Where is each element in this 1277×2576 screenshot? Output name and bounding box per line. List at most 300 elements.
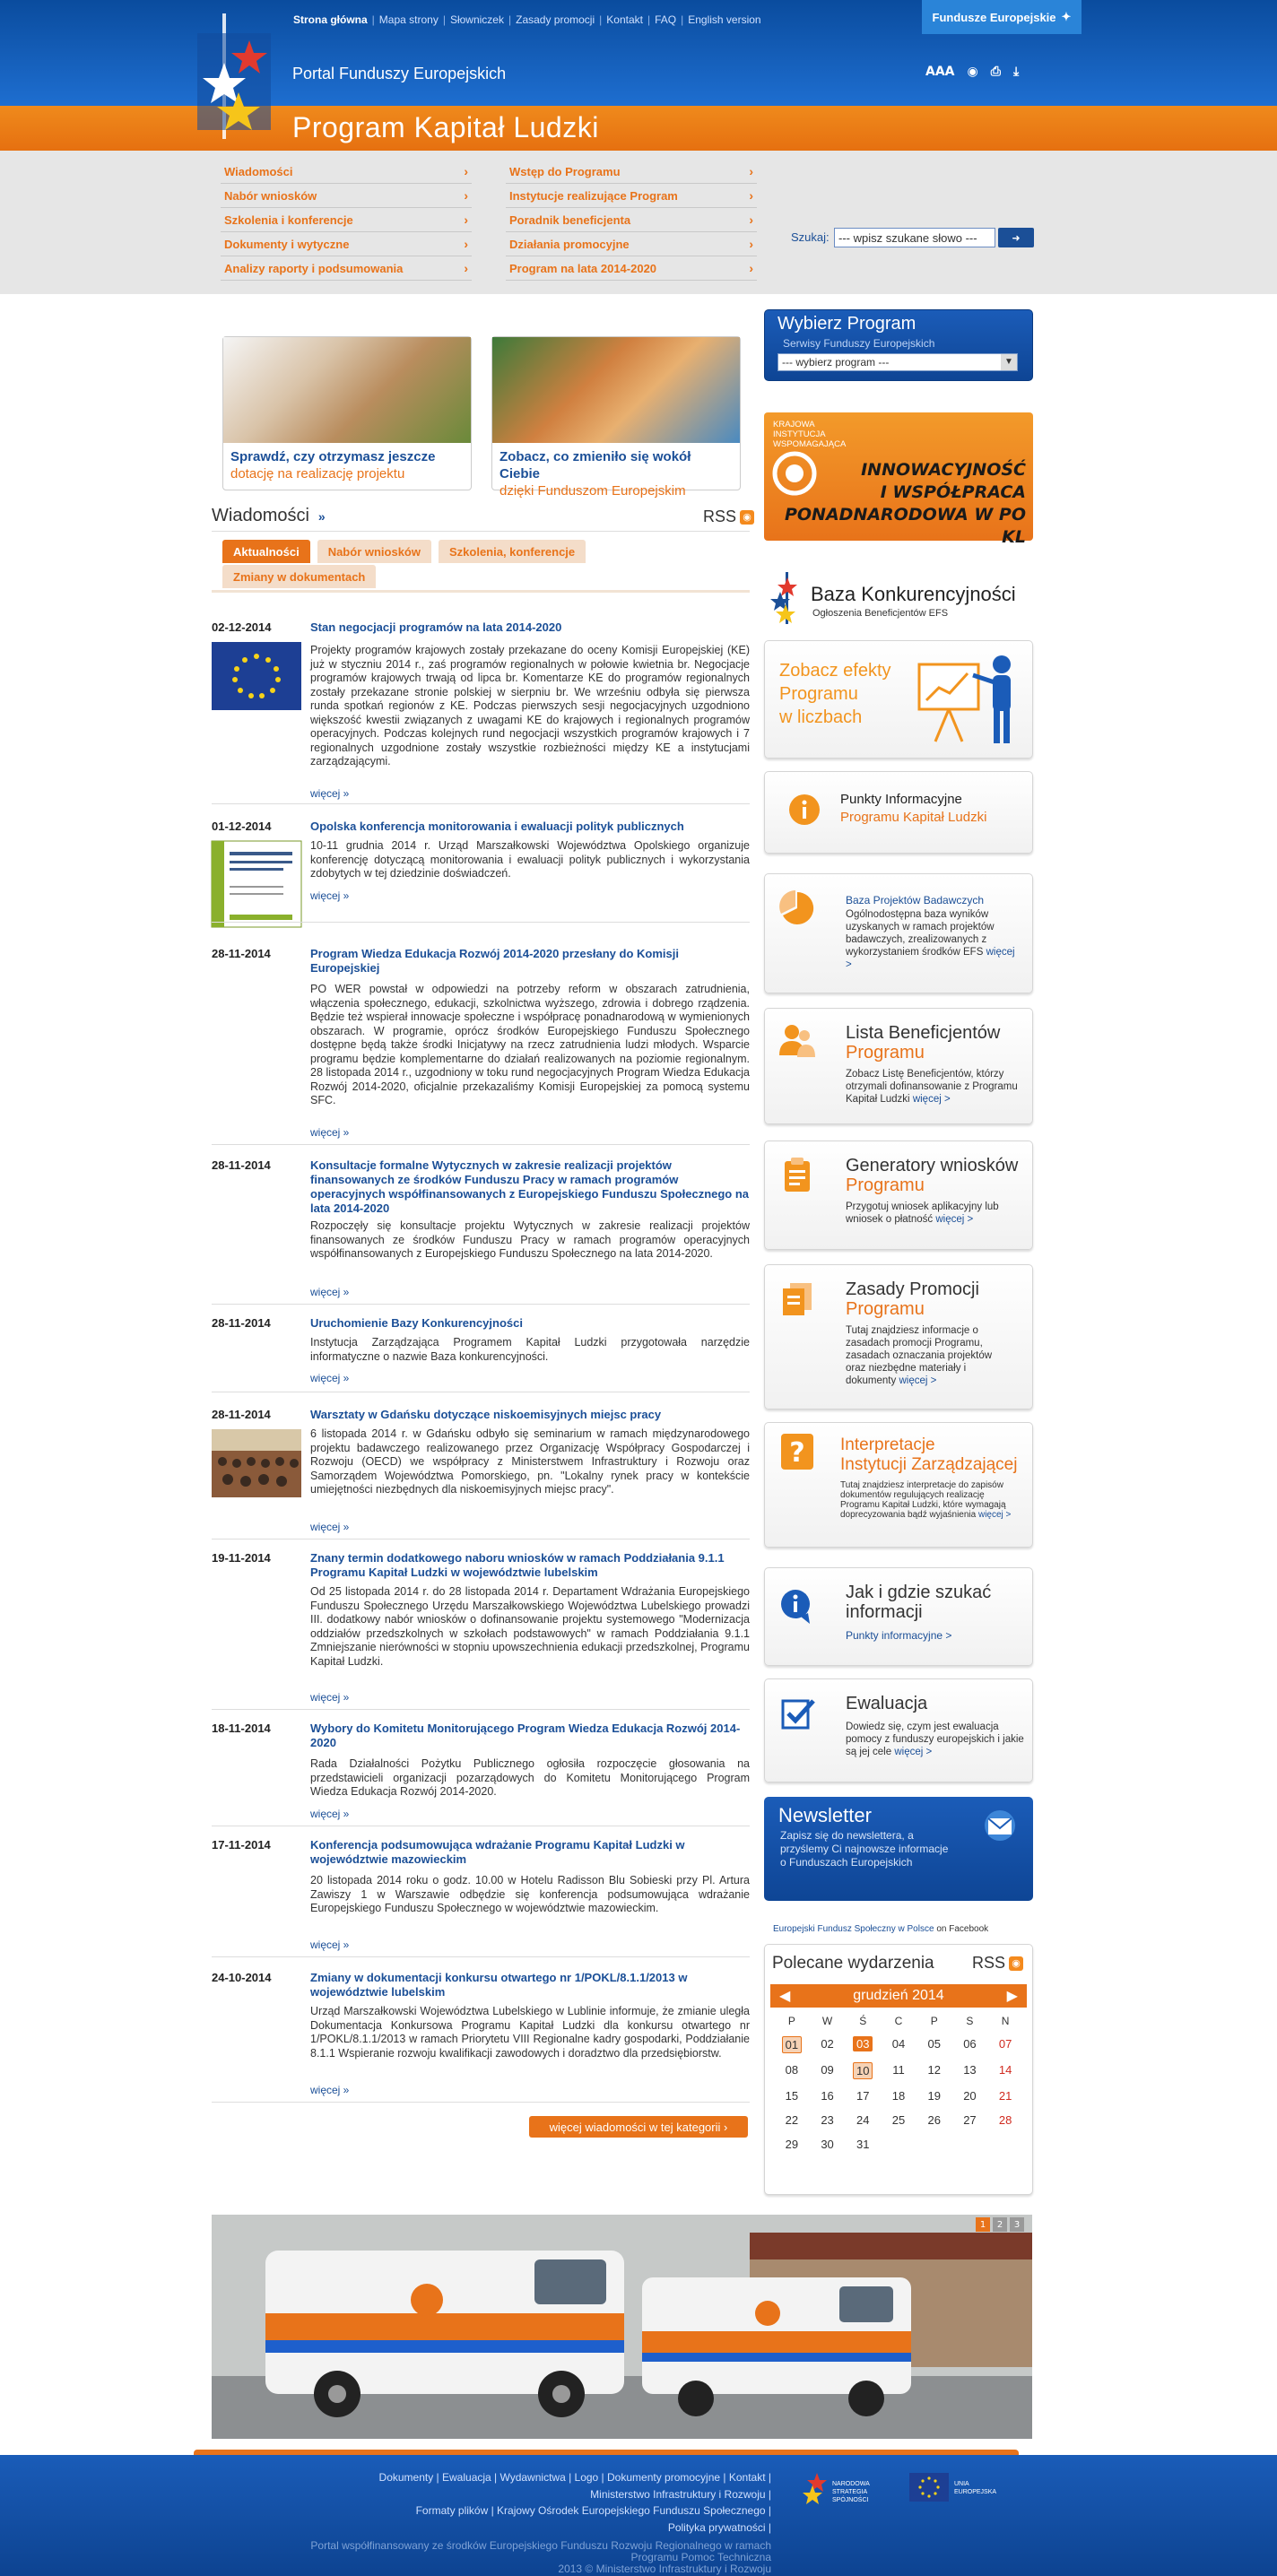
news-body: Od 25 listopada 2014 r. do 28 listopada 2014 r. Departament Wdrażania Europejskiego Funduszu Społecznego Urzędu Marszałkowskiego Województwa Lubelskiego prowadzi III. dodatkowy nabór wniosków o dofinansowanie projektu systemowego "Modernizacja oddziałów przedszkolnych w szkołach podstawowych" w ramach Poddziałania 9.1.1 Zmniejszanie nierówności w stopniu upowszechnienia edukacji przedszkolnej, Programu Kapitał Ludzki. [310,1585,750,1668]
calendar-day-number: 15 [785,2089,799,2103]
calendar-day[interactable] [916,2088,952,2103]
kiw-line: KRAJOWA [773,420,815,429]
rss-label: RSS [971,1954,1005,1972]
program-banner [0,106,1277,151]
calendar-day [881,2137,916,2152]
divider [212,1539,750,1540]
baza-logo-icon [768,572,798,624]
kiw-label [773,420,846,449]
slider-page-2[interactable]: 2 [993,2217,1007,2232]
ewaluacja-box[interactable] [764,1678,1033,1782]
lista-more-link[interactable]: więcej > [912,1094,951,1105]
calendar-day[interactable] [881,2036,916,2053]
top-nav-sitemap[interactable]: Mapa strony [378,13,439,26]
search-submit-button[interactable] [998,228,1034,247]
program-title: Program Kapitał Ludzki [292,111,599,143]
divider [212,1304,750,1305]
nav-label: Nabór wniosków [224,188,317,203]
calendar-day-number: 03 [853,2036,873,2051]
more-news-button[interactable]: więcej wiadomości w tej kategorii › [529,2116,748,2138]
calendar-day-number: 29 [785,2138,799,2151]
calendar-day[interactable] [952,2036,988,2053]
interp-desc-text: Tutaj znajdziesz interpretacje do zapisów dokumentów regulujących realizację Programu Kapitał Ludzki, które wymagają doprecyzowania bądź wyjaśnienia [840,1480,1006,1520]
news-more-link[interactable]: więcej » [310,1126,350,1139]
calendar-day [987,2137,1023,2152]
calendar-day-number [995,2146,1015,2147]
calendar-weekday: W [821,2015,833,2027]
star-icon: ✦ [1061,10,1072,23]
calendar-day-number: 02 [821,2037,834,2051]
calendar-day-number: 21 [998,2089,1012,2103]
users-icon [777,1021,817,1061]
generatory-wnioskow-box[interactable] [764,1141,1033,1250]
calendar-day[interactable] [952,2112,988,2128]
calendar-day[interactable] [987,2088,1023,2103]
news-title[interactable]: Warsztaty w Gdańsku dotyczące niskoemisyjnych miejsc pracy [310,1408,662,1421]
news-title[interactable]: Wybory do Komitetu Monitorującego Program Wiedza Edukacja Rozwój 2014-2020 [310,1722,741,1749]
wybierz-title: Wybierz Program [777,314,916,334]
nss-logo[interactable] [804,2471,902,2507]
calendar-day[interactable] [845,2062,881,2079]
chevron-right-icon: › [749,188,753,203]
info-icon [788,794,821,826]
calendar-day-number: 01 [782,2036,802,2053]
news-title[interactable]: Zmiany w dokumentacji konkursu otwartego nr 1/POKL/8.1.1/2013 w województwie lubelskim [310,1971,688,1999]
news-body: 20 listopada 2014 roku o godz. 10.00 w Hotelu Radisson Blu Sobieski przy Pl. Artura Zawiszy 1 w Warszawie odbędzie się konferencja podsumowująca wdrażanie Europejskiego Funduszu Społecznego w województwie mazowieckim. [310,1874,750,1914]
ewal-title: Ewaluacja [846,1694,928,1713]
divider [212,1144,750,1145]
bpb-title: Baza Projektów Badawczych [846,894,985,906]
top-nav-home[interactable]: Strona główna [293,13,368,26]
punkty-line1: Punkty Informacyjne [840,792,962,807]
chevron-right-icon: › [464,164,468,178]
calendar-weekday: N [1001,2015,1010,2027]
news-more-link[interactable]: więcej » [310,1808,350,1820]
calendar-day[interactable] [881,2112,916,2128]
nav-wiadomosci[interactable] [221,160,472,184]
calendar-day-number: 06 [963,2037,977,2051]
nav-label: Wstęp do Programu [509,164,621,178]
calendar-day[interactable] [774,2137,810,2152]
chevron-right-icon: › [749,237,753,251]
tab-zmiany[interactable]: Zmiany w dokumentach [222,565,376,588]
gen-subtitle: Programu [846,1175,925,1195]
news-body: 10-11 grudnia 2014 r. Urząd Marszałkowski Województwa Opolskiego organizuje konferencję dotyczącą monitorowania i ewaluacji polityk publicznych i wykorzystania zdobytych w tej dziedzinie doświadczeń. [310,839,750,880]
promo-line2: dotację na realizację projektu [230,466,405,481]
footer-link-line[interactable]: Ministerstwo Infrastruktury i Rozwoju | [590,2487,771,2501]
news-more-link[interactable]: więcej » [310,787,350,800]
news-date: 28-11-2014 [212,1408,271,1421]
chevron-right-icon: › [464,188,468,203]
news-more-link[interactable]: więcej » [310,1372,350,1384]
font-size-toggle[interactable]: AAA [925,65,955,79]
news-body: Urząd Marszałkowski Województwa Lubelskiego w Lublinie informuje, że zmianie uległa Dokumentacja Konkursowa Programu Kapitał Ludzki dla konkursu otwartego nr 1/POKL/8.1.1/2013 w ramach Priorytetu VIII Regionalne kadry gospodarki, Poddziałanie 8.1.1 Wspieranie rozwoju kwalifikacji zawodowych i doradztwo dla przedsiębiorstw. [310,2005,750,2060]
calendar-day-number: 20 [963,2089,977,2103]
chevron-right-icon: › [749,261,753,275]
ambulance-photo [212,2215,1032,2439]
top-nav-promo-rules[interactable]: Zasady promocji [516,13,595,26]
calendar-day[interactable] [845,2112,881,2128]
question-icon [777,1432,817,1471]
calendar-day-number: 24 [856,2113,870,2127]
kiw-slogan-line: I WSPÓŁPRACA [880,482,1026,502]
tab-aktualnosci[interactable]: Aktualności [222,540,310,563]
calendar-day[interactable] [881,2062,916,2079]
nav-analizy[interactable] [221,256,472,281]
calendar-day[interactable] [987,2062,1023,2079]
arrow-right-icon: ➜ [1012,231,1021,244]
jak-title: Jak i gdzie szukać [846,1583,992,1602]
calendar-day[interactable] [916,2036,952,2053]
nav-label: Wiadomości [224,164,293,178]
wybierz-program-box [764,309,1033,381]
tab-szkolenia[interactable]: Szkolenia, konferencje [439,540,586,563]
gen-title: Generatory wniosków [846,1156,1019,1175]
news-body: Rada Działalności Pożytku Publicznego ogłosiła rozpoczęcie głosowania na przedstawicieli organizacji pozarządowych do Komitetu Monitorującego Program Wiedza Edukacja Rozwój 2014-2020. [310,1757,750,1798]
news-date: 28-11-2014 [212,1158,271,1172]
news-date: 02-12-2014 [212,620,272,634]
calendar-day[interactable] [810,2036,846,2053]
calendar-day-number: 11 [892,2063,905,2077]
chevron-right-icon: › [464,212,468,227]
next-month-icon[interactable]: ▶ [1006,1989,1018,2004]
calendar-weekday: C [894,2015,903,2027]
contrast-eye-icon[interactable]: ◉ [967,65,978,79]
news-title[interactable]: Uruchomienie Bazy Konkurencyjności [310,1316,523,1330]
top-nav-glossary[interactable]: Słowniczek [449,13,504,26]
nav-label: Działania promocyjne [509,237,630,251]
interpretacje-box[interactable] [764,1422,1033,1548]
calendar-title: Polecane wydarzenia [772,1954,934,1973]
zasady-title: Zasady Promocji [846,1279,979,1299]
zasady-desc-text: Tutaj znajdziesz informacje o zasadach promocji Programu, zasadach oznaczania projektów oraz niezbędne materiały i dokumenty [846,1325,993,1386]
news-more-link[interactable]: więcej » [310,2084,350,2096]
gen-desc [846,1201,1025,1226]
promo-zmiany[interactable] [491,336,741,499]
facebook-link[interactable]: Europejski Fundusz Społeczny w Polsce [773,1924,934,1934]
nav-label: Dokumenty i wytyczne [224,237,350,251]
news-heading-label: Wiadomości [212,506,309,525]
promo-line1: Zobacz, co zmieniło się wokół Ciebie [500,449,691,481]
calendar-grid [770,2008,1027,2159]
calendar-day[interactable] [952,2062,988,2079]
news-item [212,1722,750,1829]
news-title[interactable]: Konferencja podsumowująca wdrażanie Programu Kapitał Ludzki w województwie mazowieckim [310,1838,685,1866]
top-nav-faq[interactable]: FAQ [655,13,677,26]
facebook-line [773,1924,988,1934]
jak-szukac-box[interactable] [764,1567,1033,1666]
calendar-day [916,2137,952,2152]
efekty-text [779,659,891,729]
kiw-line: WSPOMAGAJĄCA [773,439,847,449]
calendar-day-number: 04 [891,2037,906,2051]
logo-stars-icon[interactable] [197,13,278,139]
nav-label: Analizy raporty i podsumowania [224,261,404,275]
fund-tab-label: Fundusze Europejskie [932,10,1056,24]
divider [212,531,750,532]
ue-logo[interactable] [909,2473,1008,2505]
nav-dokumenty[interactable] [221,232,472,256]
calendar-month: grudzień 2014 [853,1988,944,2003]
gen-desc-text: Przygotuj wniosek aplikacyjny lub wniosek o płatność [846,1201,999,1225]
calendar-day[interactable] [987,2036,1023,2053]
calendar-weekday: P [930,2015,938,2027]
ewal-more-link[interactable]: więcej > [894,1747,933,1757]
footer-link-line[interactable]: Formaty plików | Krajowy Ośrodek Europejskiego Funduszu Społecznego | [415,2504,771,2517]
divider [212,1709,750,1710]
baza-subtitle: Ogłoszenia Beneficjentów EFS [812,608,949,619]
calendar-day[interactable] [810,2137,846,2152]
calendar-day[interactable] [845,2036,881,2053]
interp-title: Interpretacje [840,1435,935,1454]
news-body: 6 listopada 2014 r. w Gdańsku odbyło się seminarium w ramach międzynarodowego projektu badawczego realizowanego przez Organizację Współpracy Gospodarczej i Rozwoju (OECD) we współpracy z Ministerstwem Infrastruktury i Rozwoju oraz Samorządem Województwa Pomorskiego, pn. "Lokalny rynek pracy w kontekście umiejętności niezbędnych dla niskoemisyjnych miejsc pracy". [310,1427,750,1496]
print-icon[interactable]: ⎙ [990,65,1001,79]
calendar-day[interactable] [810,2112,846,2128]
news-more-link[interactable]: więcej » [310,1521,350,1533]
footer-links [224,2469,771,2536]
calendar-day[interactable] [952,2088,988,2103]
kiw-slogan-line: INNOWACYJNOŚĆ [861,460,1026,480]
calendar-day[interactable] [916,2112,952,2128]
newsletter-title: Newsletter [778,1804,872,1826]
punkty-informacyjne-box[interactable] [764,771,1033,854]
news-heading[interactable] [212,506,326,526]
footer-note-line: Programu Pomoc Techniczna [630,2551,771,2563]
news-tabs-row1 [222,540,586,563]
kiw-banner[interactable] [764,412,1033,547]
news-date: 28-11-2014 [212,1316,271,1330]
calendar-weekday: Ś [859,2015,867,2027]
news-item [212,1408,750,1542]
news-item [212,1838,750,1964]
lista-desc-text: Zobacz Listę Beneficjentów, którzy otrzymali dofinansowanie z Programu Kapitał Ludzki [846,1069,1018,1105]
calendar-day-number: 09 [821,2063,834,2077]
calendar-day-number: 07 [998,2037,1012,2051]
news-title[interactable]: Program Wiedza Edukacja Rozwój 2014-2020 przesłany do Komisji Europejskiej [310,947,679,975]
calendar-day-number: 27 [963,2113,977,2127]
calendar-day-number: 17 [856,2089,870,2103]
lista-desc [846,1068,1025,1106]
news-item [212,620,750,809]
nav-label: Program na lata 2014-2020 [509,261,657,275]
nss-line: STRATEGIA SPÓJNOŚCI [832,2489,869,2503]
promo-line2: dzięki Funduszom Europejskim [500,483,686,499]
download-icon[interactable]: ⤓ [1012,65,1020,79]
eu-flag-icon [909,2473,949,2502]
envelope-icon [981,1809,1019,1842]
gen-more-link[interactable]: więcej > [935,1214,974,1225]
wybierz-subtitle: Serwisy Funduszy Europejskich [783,337,935,350]
newsletter-box[interactable] [764,1797,1033,1901]
calendar-day-number: 22 [785,2113,799,2127]
calendar-day[interactable] [774,2088,810,2103]
nss-text [832,2480,902,2504]
calendar-day-number: 18 [891,2089,906,2103]
rss-icon: ◉ [1009,1956,1023,1971]
efekty-line: Programu [779,684,858,704]
jak-subtitle: informacji [846,1602,923,1622]
news-title[interactable]: Stan negocjacji programów na lata 2014-2020 [310,620,562,634]
calendar-box [764,1944,1033,2195]
nav-szkolenia[interactable] [221,208,472,232]
calendar-day[interactable] [774,2036,810,2053]
jak-link[interactable]: Punkty informacyjne > [846,1629,952,1642]
calendar-day-number: 28 [998,2113,1012,2127]
tabs-underline [212,590,750,593]
promo-line1: Sprawdź, czy otrzymasz jeszcze [230,449,436,464]
bpb-desc [846,908,1021,971]
calendar-day[interactable] [881,2088,916,2103]
top-nav-english[interactable]: English version [688,13,761,26]
zasady-desc [846,1324,1005,1387]
nav-dzialania[interactable] [506,232,757,256]
nav-label: Poradnik beneficjenta [509,212,631,227]
nav-program-2014[interactable] [506,256,757,281]
news-more-link[interactable]: więcej » [310,889,350,902]
news-date: 19-11-2014 [212,1551,271,1565]
calendar-day-number: 19 [927,2089,941,2103]
divider [212,2102,750,2103]
news-title[interactable]: Opolska konferencja monitorowania i ewaluacji polityk publicznych [310,820,684,833]
calendar-day-number: 31 [856,2138,870,2151]
calendar-day[interactable] [810,2062,846,2079]
news-more-link[interactable]: więcej » [310,1939,350,1951]
calendar-day-number: 26 [927,2113,941,2127]
promo-dotacja[interactable] [222,336,472,490]
zasady-subtitle: Programu [846,1299,925,1319]
ue-line: EUROPEJSKA [954,2489,997,2495]
select-value: --- wybierz program --- [782,356,890,369]
footer-link-line[interactable]: Dokumenty | Ewaluacja | Wydawnictwa | Logo | Dokumenty promocyjne | Kontakt | [378,2471,771,2484]
news-item [212,1971,750,2105]
calendar-day-number: 14 [998,2063,1012,2077]
news-item [212,820,750,927]
news-item [212,1158,750,1311]
tab-nabor[interactable]: Nabór wniosków [317,540,431,563]
fundusze-europejskie-tab[interactable] [922,0,1082,34]
ue-line: UNIA [954,2481,969,2487]
kiw-slogan-line: PONADNARODOWA W PO KL [784,505,1026,547]
nav-nabor-wnioskow[interactable] [221,184,472,208]
document-icon [777,1279,817,1319]
promo-photo [223,337,471,443]
news-body: Projekty programów krajowych zostały przekazane do oceny Komisji Europejskiej (KE) już w styczniu 2014 r., zaś programów regionalnych w połowie kwietnia br. Negocjacje programów krajowych trwają od lipca br. Komentarze KE do programów regionalnych zostały przekazane stronie polskiej w sierpniu br. We wrześniu odbyła się pierwsza runda spotkań regionów z KE. Podczas pierwszych sesji negocjacyjnych uzgodniono większość kwestii związanych z uwagami KE do krajowych i regionalnych programów operacyjnych. Podczas kolejnych rund negocjacji wszystkich programów krajowych i 7 regionalnych uzgodnione zostały wszystkie rozbieżności między KE a instytucjami zarządzającymi. [310,644,750,768]
top-nav-contact[interactable]: Kontakt [606,13,643,26]
clipboard-icon [777,1156,817,1195]
zasady-promocji-box[interactable] [764,1264,1033,1409]
nav-label: Instytucje realizujące Program [509,188,678,203]
calendar-day[interactable] [845,2088,881,2103]
kiw-line: INSTYTUCJA [773,429,826,439]
calendar-day-number: 13 [963,2063,977,2077]
nav-wstep[interactable] [506,160,757,184]
search-input[interactable] [834,228,995,247]
svg-text:?: ? [789,1437,805,1469]
nav-label: Szkolenia i konferencje [224,212,353,227]
divider [212,922,750,923]
conference-poster-thumbnail [212,841,301,927]
bpb-more-link[interactable]: więcej > [846,947,1015,970]
calendar-day[interactable] [774,2112,810,2128]
lista-subtitle: Programu [846,1043,925,1062]
footer-note-line: 2013 © Ministerstwo Infrastruktury i Rozwoju [558,2563,771,2575]
efekty-line: w liczbach [779,707,863,727]
calendar-widget [770,1984,1027,2159]
slider-pagination [976,2217,1024,2232]
news-title[interactable]: Znany termin dodatkowego naboru wniosków w ramach Poddziałania 9.1.1 Programu Kapitał Ludzki w województwie lubelskim [310,1551,725,1579]
news-date: 18-11-2014 [212,1722,271,1735]
news-item [212,947,750,1153]
calendar-day[interactable] [774,2062,810,2079]
divider [212,803,750,804]
slider-page-1[interactable]: 1 [976,2217,990,2232]
news-more-link[interactable]: więcej » [310,1691,350,1704]
rss-icon: ◉ [740,510,754,525]
presentation-chart-icon [916,652,1023,750]
footer-link-line[interactable]: Polityka prywatności | [667,2520,771,2534]
calendar-day-number: 23 [821,2113,834,2127]
calendar-day-number: 16 [821,2089,834,2103]
calendar-day[interactable] [810,2088,846,2103]
lista-title: Lista Beneficjentów [846,1023,1001,1043]
interp-more-link[interactable]: więcej > [977,1510,1012,1520]
program-select[interactable] [777,353,1018,371]
pie-chart-icon [777,889,817,928]
news-body: Rozpoczęły się konsultacje projektu Wytycznych w zakresie realizacji projektów finansowanych ze środków Funduszu Pracy w ramach programów operacyjnych współfinansowanych z Europejskiego Funduszu Społecznego na lata 2014-2020. [310,1219,750,1260]
lista-beneficjentow-box[interactable] [764,1008,1033,1124]
calendar-rss-link[interactable] [972,1954,1023,1973]
news-item [212,1551,750,1713]
seminar-photo-thumbnail [212,1429,301,1497]
baza-projektow-box[interactable] [764,873,1033,993]
prev-month-icon[interactable]: ◀ [779,1989,791,2004]
site-name: Portal Funduszy Europejskich [292,65,507,82]
calendar-day[interactable] [845,2137,881,2152]
efekty-programu-box[interactable] [764,640,1033,759]
news-more-link[interactable]: więcej » [310,1286,350,1298]
ambulance-photo-slider[interactable] [212,2215,1032,2439]
calendar-day[interactable] [987,2112,1023,2128]
news-title[interactable]: Konsultacje formalne Wytycznych w zakresie realizacji projektów finansowanych ze środków Funduszu Pracy w ramach programów operacyjnych współfinansowanych z Europejskiego Funduszu Społecznego na lata 2014-2020 [310,1158,750,1215]
calendar-header [770,1984,1027,2008]
nav-instytucje[interactable] [506,184,757,208]
top-navigation: Strona główna | Mapa strony | Słowniczek | Zasady promocji | Kontakt | FAQ | English version [289,13,766,26]
chevron-right-icon: › [464,237,468,251]
chevron-right-icon: › [749,212,753,227]
footer-note [224,2540,771,2575]
news-rss-link[interactable] [703,507,754,526]
efekty-line: Zobacz efekty [779,661,891,681]
chevron-down-icon: ▼ [1001,354,1017,370]
calendar-day-number: 25 [891,2113,906,2127]
nss-line: NARODOWA [832,2481,870,2487]
nav-poradnik[interactable] [506,208,757,232]
main-nav-column-2 [506,160,757,281]
calendar-day-number: 05 [927,2037,941,2051]
calendar-day[interactable] [916,2062,952,2079]
calendar-day-number: 10 [853,2062,873,2079]
calendar-weekday: P [787,2015,795,2027]
calendar-day [952,2137,988,2152]
footer-note-line: Portal współfinansowany ze środków Europejskiego Funduszu Rozwoju Regionalnego w ramach [310,2539,771,2552]
zasady-more-link[interactable]: więcej > [899,1375,937,1386]
baza-konkurencyjnosci-link[interactable] [764,572,1033,624]
interp-desc [840,1480,1020,1520]
news-date: 01-12-2014 [212,820,272,833]
chevron-right-icon: › [749,164,753,178]
slider-page-3[interactable]: 3 [1010,2217,1024,2232]
calendar-day-number [889,2146,908,2147]
